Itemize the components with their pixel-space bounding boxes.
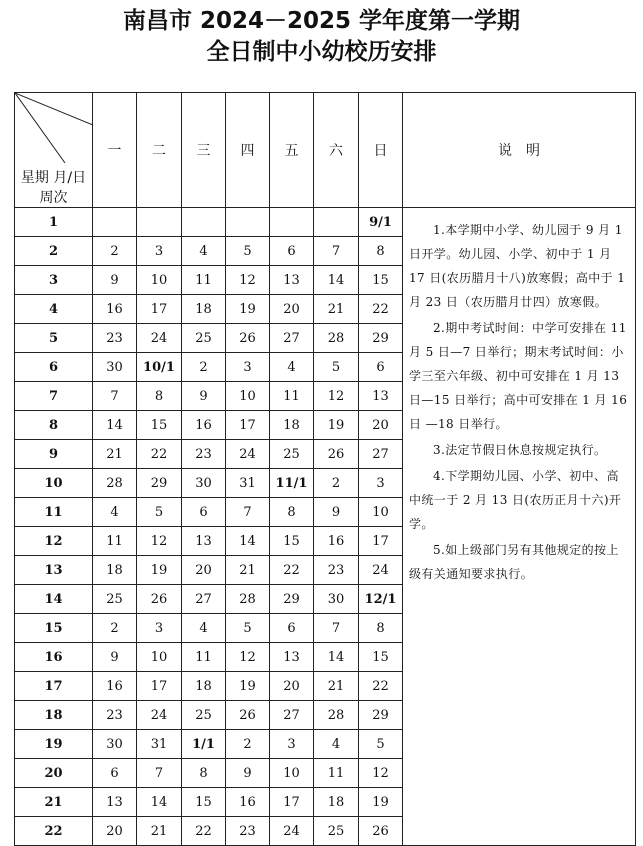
calendar-table bbox=[14, 92, 636, 846]
day-cell: 9/1 bbox=[359, 208, 403, 237]
day-cell: 5 bbox=[137, 498, 182, 527]
day-cell: 8 bbox=[137, 382, 182, 411]
day-cell: 21 bbox=[93, 440, 137, 469]
week-number: 4 bbox=[15, 295, 93, 324]
day-cell: 4 bbox=[93, 498, 137, 527]
day-cell: 13 bbox=[182, 527, 226, 556]
day-cell: 5 bbox=[226, 614, 270, 643]
day-cell: 16 bbox=[93, 672, 137, 701]
day-cell: 4 bbox=[314, 730, 359, 759]
day-cell: 3 bbox=[137, 614, 182, 643]
day-cell: 14 bbox=[314, 266, 359, 295]
day-cell: 5 bbox=[226, 237, 270, 266]
day-cell: 16 bbox=[226, 788, 270, 817]
day-cell: 15 bbox=[182, 788, 226, 817]
day-cell: 17 bbox=[270, 788, 314, 817]
diagonal-label-weekday: 星期 bbox=[20, 170, 49, 186]
day-cell: 20 bbox=[270, 672, 314, 701]
day-cell: 9 bbox=[314, 498, 359, 527]
day-cell: 12/1 bbox=[359, 585, 403, 614]
day-cell: 14 bbox=[226, 527, 270, 556]
day-cell: 2 bbox=[314, 469, 359, 498]
day-cell: 13 bbox=[270, 643, 314, 672]
day-cell: 19 bbox=[314, 411, 359, 440]
day-cell: 12 bbox=[226, 643, 270, 672]
day-cell: 13 bbox=[359, 382, 403, 411]
diagonal-label-week: 周次 bbox=[39, 190, 68, 206]
day-cell: 16 bbox=[93, 295, 137, 324]
week-number: 13 bbox=[15, 556, 93, 585]
day-cell: 11 bbox=[314, 759, 359, 788]
header-row bbox=[15, 93, 636, 208]
note-paragraph: 4.下学期幼儿园、小学、初中、高中统一于 2 月 13 日(农历正月十六)开学。 bbox=[409, 469, 622, 531]
day-cell: 28 bbox=[93, 469, 137, 498]
notes-header: 说 明 bbox=[403, 93, 636, 208]
weekday-header-sun: 日 bbox=[359, 93, 403, 208]
day-cell: 9 bbox=[93, 266, 137, 295]
day-cell: 15 bbox=[137, 411, 182, 440]
day-cell: 10 bbox=[226, 382, 270, 411]
week-number: 9 bbox=[15, 440, 93, 469]
day-cell: 6 bbox=[270, 614, 314, 643]
day-cell: 24 bbox=[359, 556, 403, 585]
day-cell: 27 bbox=[359, 440, 403, 469]
week-number: 18 bbox=[15, 701, 93, 730]
week-number: 7 bbox=[15, 382, 93, 411]
week-number: 6 bbox=[15, 353, 93, 382]
page-subtitle: 全日制中小幼校历安排 bbox=[206, 39, 437, 65]
day-cell: 9 bbox=[226, 759, 270, 788]
day-cell: 12 bbox=[314, 382, 359, 411]
week-number: 20 bbox=[15, 759, 93, 788]
week-number: 19 bbox=[15, 730, 93, 759]
day-cell: 16 bbox=[314, 527, 359, 556]
day-cell: 8 bbox=[182, 759, 226, 788]
day-cell: 4 bbox=[270, 353, 314, 382]
day-cell bbox=[270, 208, 314, 237]
week-number: 5 bbox=[15, 324, 93, 353]
day-cell: 15 bbox=[359, 643, 403, 672]
day-cell: 6 bbox=[93, 759, 137, 788]
day-cell: 3 bbox=[359, 469, 403, 498]
day-cell: 22 bbox=[270, 556, 314, 585]
day-cell: 26 bbox=[226, 324, 270, 353]
weekday-header-thu: 四 bbox=[226, 93, 270, 208]
note-paragraph: 2.期中考试时间：中学可安排在 11 月 5 日—7 日举行；期末考试时间：小学三至六年级、初中可安排在 1 月 13 日—15 日举行；高中可安排在 1 月 16 日 —18 日举行。 bbox=[409, 321, 628, 431]
day-cell: 2 bbox=[93, 237, 137, 266]
week-number: 14 bbox=[15, 585, 93, 614]
day-cell: 19 bbox=[226, 295, 270, 324]
day-cell: 30 bbox=[182, 469, 226, 498]
day-cell: 9 bbox=[182, 382, 226, 411]
day-cell: 23 bbox=[93, 324, 137, 353]
day-cell: 25 bbox=[93, 585, 137, 614]
day-cell: 10 bbox=[359, 498, 403, 527]
day-cell: 7 bbox=[314, 237, 359, 266]
day-cell: 22 bbox=[359, 672, 403, 701]
weekday-header-sat: 六 bbox=[314, 93, 359, 208]
week-number: 1 bbox=[15, 208, 93, 237]
day-cell: 6 bbox=[270, 237, 314, 266]
day-cell: 29 bbox=[359, 324, 403, 353]
day-cell: 21 bbox=[314, 295, 359, 324]
day-cell: 31 bbox=[137, 730, 182, 759]
day-cell bbox=[137, 208, 182, 237]
day-cell bbox=[182, 208, 226, 237]
day-cell: 23 bbox=[314, 556, 359, 585]
day-cell: 10 bbox=[137, 643, 182, 672]
week-number: 3 bbox=[15, 266, 93, 295]
day-cell: 24 bbox=[137, 701, 182, 730]
day-cell: 20 bbox=[270, 295, 314, 324]
day-cell: 22 bbox=[359, 295, 403, 324]
week-number: 10 bbox=[15, 469, 93, 498]
day-cell: 27 bbox=[270, 701, 314, 730]
week-row bbox=[15, 208, 636, 237]
day-cell: 19 bbox=[226, 672, 270, 701]
day-cell: 2 bbox=[182, 353, 226, 382]
day-cell: 11 bbox=[93, 527, 137, 556]
day-cell: 28 bbox=[314, 324, 359, 353]
day-cell: 22 bbox=[137, 440, 182, 469]
day-cell: 15 bbox=[359, 266, 403, 295]
day-cell: 2 bbox=[93, 614, 137, 643]
diagonal-header-cell bbox=[15, 93, 93, 208]
day-cell: 20 bbox=[182, 556, 226, 585]
day-cell bbox=[226, 208, 270, 237]
day-cell: 14 bbox=[314, 643, 359, 672]
day-cell: 25 bbox=[182, 701, 226, 730]
week-number: 22 bbox=[15, 817, 93, 846]
day-cell: 15 bbox=[270, 527, 314, 556]
week-number: 15 bbox=[15, 614, 93, 643]
day-cell: 22 bbox=[182, 817, 226, 846]
week-number: 16 bbox=[15, 643, 93, 672]
day-cell: 30 bbox=[314, 585, 359, 614]
day-cell: 3 bbox=[270, 730, 314, 759]
week-number: 8 bbox=[15, 411, 93, 440]
day-cell: 13 bbox=[93, 788, 137, 817]
day-cell bbox=[93, 208, 137, 237]
day-cell: 8 bbox=[270, 498, 314, 527]
day-cell: 18 bbox=[182, 295, 226, 324]
day-cell: 18 bbox=[182, 672, 226, 701]
day-cell: 11 bbox=[182, 643, 226, 672]
day-cell: 28 bbox=[226, 585, 270, 614]
day-cell: 3 bbox=[137, 237, 182, 266]
day-cell: 27 bbox=[270, 324, 314, 353]
notes-cell bbox=[403, 208, 636, 846]
day-cell: 29 bbox=[137, 469, 182, 498]
day-cell: 6 bbox=[182, 498, 226, 527]
day-cell: 13 bbox=[270, 266, 314, 295]
day-cell: 7 bbox=[314, 614, 359, 643]
day-cell: 11/1 bbox=[270, 469, 314, 498]
day-cell: 29 bbox=[359, 701, 403, 730]
day-cell: 18 bbox=[93, 556, 137, 585]
day-cell: 28 bbox=[314, 701, 359, 730]
day-cell: 26 bbox=[359, 817, 403, 846]
day-cell: 11 bbox=[270, 382, 314, 411]
day-cell: 25 bbox=[314, 817, 359, 846]
day-cell: 8 bbox=[359, 614, 403, 643]
day-cell: 7 bbox=[137, 759, 182, 788]
day-cell: 19 bbox=[359, 788, 403, 817]
day-cell: 24 bbox=[226, 440, 270, 469]
day-cell: 17 bbox=[137, 672, 182, 701]
weekday-header-tue: 二 bbox=[137, 93, 182, 208]
day-cell: 10/1 bbox=[137, 353, 182, 382]
note-paragraph: 1.本学期中小学、幼儿园于 9 月 1 日开学。幼儿园、小学、初中于 1 月 17 日(农历腊月十八)放寒假；高中于 1 月 23 日（农历腊月廿四）放寒假。 bbox=[409, 223, 626, 309]
day-cell: 9 bbox=[93, 643, 137, 672]
day-cell: 24 bbox=[137, 324, 182, 353]
day-cell: 21 bbox=[137, 817, 182, 846]
week-number: 17 bbox=[15, 672, 93, 701]
day-cell bbox=[314, 208, 359, 237]
day-cell: 27 bbox=[182, 585, 226, 614]
weekday-header-wed: 三 bbox=[182, 93, 226, 208]
day-cell: 7 bbox=[93, 382, 137, 411]
note-paragraph: 3.法定节假日休息按规定执行。 bbox=[433, 443, 607, 457]
day-cell: 17 bbox=[226, 411, 270, 440]
page-title: 南昌市 2024－2025 学年度第一学期 bbox=[122, 8, 521, 34]
day-cell: 25 bbox=[270, 440, 314, 469]
day-cell: 30 bbox=[93, 730, 137, 759]
day-cell: 12 bbox=[137, 527, 182, 556]
note-paragraph: 5.如上级部门另有其他规定的按上级有关通知要求执行。 bbox=[409, 543, 619, 581]
day-cell: 23 bbox=[93, 701, 137, 730]
day-cell: 5 bbox=[359, 730, 403, 759]
diagonal-label-date: 月/日 bbox=[53, 170, 87, 186]
day-cell: 26 bbox=[314, 440, 359, 469]
day-cell: 14 bbox=[137, 788, 182, 817]
day-cell: 8 bbox=[359, 237, 403, 266]
weekday-header-mon: 一 bbox=[93, 93, 137, 208]
diagonal-lines bbox=[15, 93, 93, 163]
day-cell: 24 bbox=[270, 817, 314, 846]
day-cell: 1/1 bbox=[182, 730, 226, 759]
day-cell: 4 bbox=[182, 614, 226, 643]
day-cell: 17 bbox=[359, 527, 403, 556]
day-cell: 11 bbox=[182, 266, 226, 295]
day-cell: 3 bbox=[226, 353, 270, 382]
day-cell: 21 bbox=[314, 672, 359, 701]
day-cell: 10 bbox=[270, 759, 314, 788]
week-number: 11 bbox=[15, 498, 93, 527]
day-cell: 30 bbox=[93, 353, 137, 382]
day-cell: 7 bbox=[226, 498, 270, 527]
week-number: 2 bbox=[15, 237, 93, 266]
day-cell: 29 bbox=[270, 585, 314, 614]
day-cell: 4 bbox=[182, 237, 226, 266]
day-cell: 14 bbox=[93, 411, 137, 440]
day-cell: 18 bbox=[270, 411, 314, 440]
day-cell: 20 bbox=[359, 411, 403, 440]
day-cell: 12 bbox=[226, 266, 270, 295]
day-cell: 26 bbox=[137, 585, 182, 614]
week-number: 21 bbox=[15, 788, 93, 817]
day-cell: 19 bbox=[137, 556, 182, 585]
day-cell: 23 bbox=[226, 817, 270, 846]
day-cell: 17 bbox=[137, 295, 182, 324]
day-cell: 6 bbox=[359, 353, 403, 382]
day-cell: 26 bbox=[226, 701, 270, 730]
day-cell: 25 bbox=[182, 324, 226, 353]
day-cell: 21 bbox=[226, 556, 270, 585]
day-cell: 18 bbox=[314, 788, 359, 817]
weekday-header-fri: 五 bbox=[270, 93, 314, 208]
day-cell: 23 bbox=[182, 440, 226, 469]
day-cell: 12 bbox=[359, 759, 403, 788]
week-number: 12 bbox=[15, 527, 93, 556]
day-cell: 5 bbox=[314, 353, 359, 382]
day-cell: 10 bbox=[137, 266, 182, 295]
day-cell: 20 bbox=[93, 817, 137, 846]
day-cell: 16 bbox=[182, 411, 226, 440]
day-cell: 31 bbox=[226, 469, 270, 498]
day-cell: 2 bbox=[226, 730, 270, 759]
